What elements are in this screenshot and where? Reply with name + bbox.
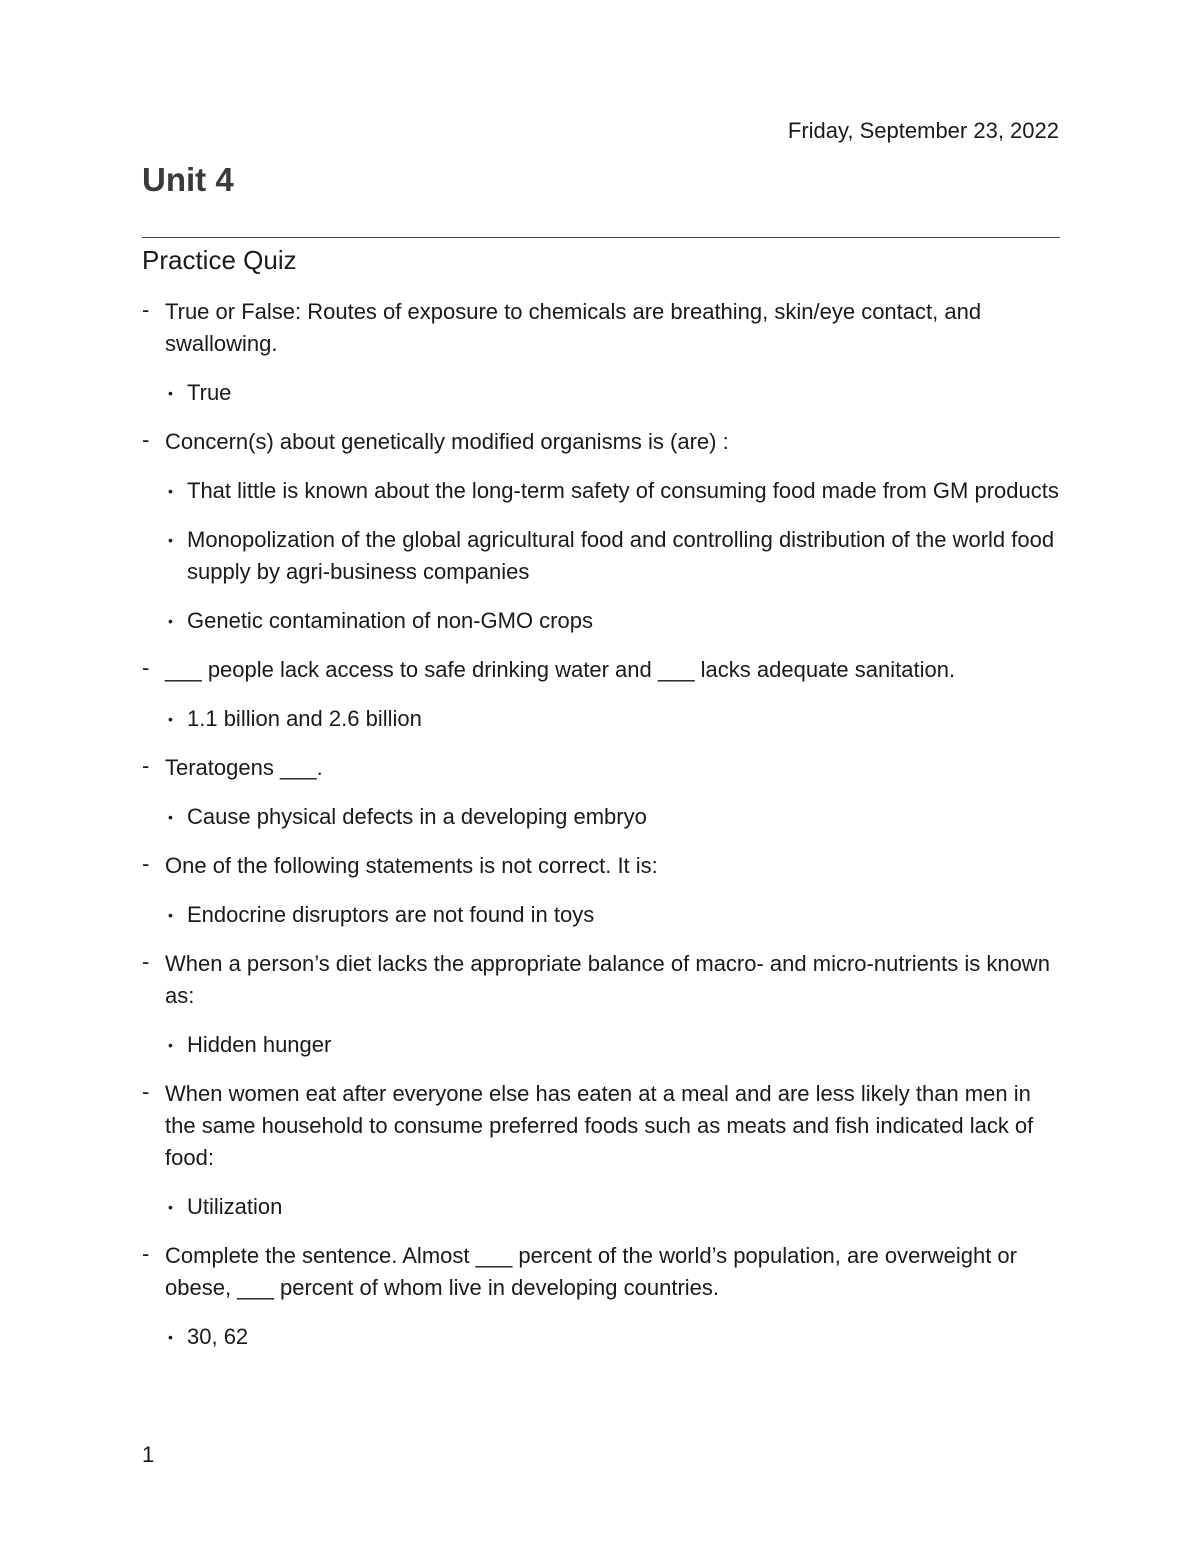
answer-list	[165, 475, 1062, 637]
document-date: Friday, September 23, 2022	[787, 118, 1059, 143]
answer-item	[165, 377, 1062, 409]
answer-list	[165, 1191, 1062, 1223]
answer-text: 1.1 billion and 2.6 billion	[187, 706, 422, 731]
dash-marker: -	[142, 1241, 150, 1266]
answer-list	[165, 1029, 1062, 1061]
answer-item	[165, 1191, 1062, 1223]
question-text: Teratogens ___.	[165, 755, 323, 780]
quiz-list	[142, 296, 1062, 1370]
question-text: Concern(s) about genetically modified organisms is (are) :	[165, 429, 729, 454]
question-text: True or False: Routes of exposure to chemicals are breathing, skin/eye contact, and swallowing.	[165, 299, 982, 356]
answer-item	[165, 801, 1062, 833]
section-heading: Practice Quiz	[142, 245, 297, 275]
answer-text: Utilization	[187, 1194, 283, 1219]
quiz-question	[142, 752, 1062, 833]
answer-item	[165, 703, 1062, 735]
answer-item	[165, 1321, 1062, 1353]
page-title: Unit 4	[142, 161, 234, 198]
answer-item	[165, 605, 1062, 637]
answer-list	[165, 899, 1062, 931]
bullet-icon: •	[168, 483, 173, 499]
title-divider	[142, 237, 1060, 238]
question-text: One of the following statements is not correct. It is:	[165, 853, 658, 878]
bullet-icon: •	[168, 1037, 173, 1053]
answer-text: 30, 62	[187, 1324, 249, 1349]
quiz-question	[142, 1078, 1062, 1223]
question-text: Complete the sentence. Almost ___ percent of the world’s population, are overweight or obese, ___ percent of whom live in developing countries.	[165, 1243, 1017, 1300]
dash-marker: -	[142, 851, 150, 876]
answer-list	[165, 801, 1062, 833]
bullet-icon: •	[168, 385, 173, 401]
quiz-question	[142, 1240, 1062, 1353]
answer-text: Hidden hunger	[187, 1032, 332, 1057]
answer-item	[165, 899, 1062, 931]
bullet-icon: •	[168, 809, 173, 825]
quiz-question	[142, 654, 1062, 735]
quiz-question	[142, 850, 1062, 931]
answer-item	[165, 524, 1062, 588]
quiz-question	[142, 948, 1062, 1061]
question-text: When women eat after everyone else has eaten at a meal and are less likely than men in the same household to consume preferred foods such as meats and fish indicated lack of food:	[165, 1081, 1034, 1170]
answer-text: True	[187, 380, 232, 405]
answer-text: That little is known about the long-term safety of consuming food made from GM products	[187, 478, 1059, 503]
dash-marker: -	[142, 753, 150, 778]
bullet-icon: •	[168, 613, 173, 629]
page-number: 1	[142, 1442, 155, 1467]
question-text: ___ people lack access to safe drinking water and ___ lacks adequate sanitation.	[165, 657, 956, 682]
bullet-icon: •	[168, 1329, 173, 1345]
bullet-icon: •	[168, 1199, 173, 1215]
answer-list	[165, 377, 1062, 409]
answer-item	[165, 475, 1062, 507]
answer-text: Endocrine disruptors are not found in toys	[187, 902, 595, 927]
answer-list	[165, 703, 1062, 735]
answer-text: Monopolization of the global agricultural food and controlling distribution of the world food supply by agri-business companies	[187, 527, 1055, 584]
bullet-icon: •	[168, 711, 173, 727]
dash-marker: -	[142, 427, 150, 452]
answer-text: Cause physical defects in a developing embryo	[187, 804, 647, 829]
dash-marker: -	[142, 949, 150, 974]
answer-text: Genetic contamination of non-GMO crops	[187, 608, 593, 633]
bullet-icon: •	[168, 907, 173, 923]
quiz-question	[142, 296, 1062, 409]
question-text: When a person’s diet lacks the appropriate balance of macro- and micro-nutrients is known as:	[165, 951, 1050, 1008]
answer-list	[165, 1321, 1062, 1353]
dash-marker: -	[142, 1079, 150, 1104]
dash-marker: -	[142, 655, 150, 680]
quiz-question	[142, 426, 1062, 637]
bullet-icon: •	[168, 532, 173, 548]
answer-item	[165, 1029, 1062, 1061]
dash-marker: -	[142, 297, 150, 322]
